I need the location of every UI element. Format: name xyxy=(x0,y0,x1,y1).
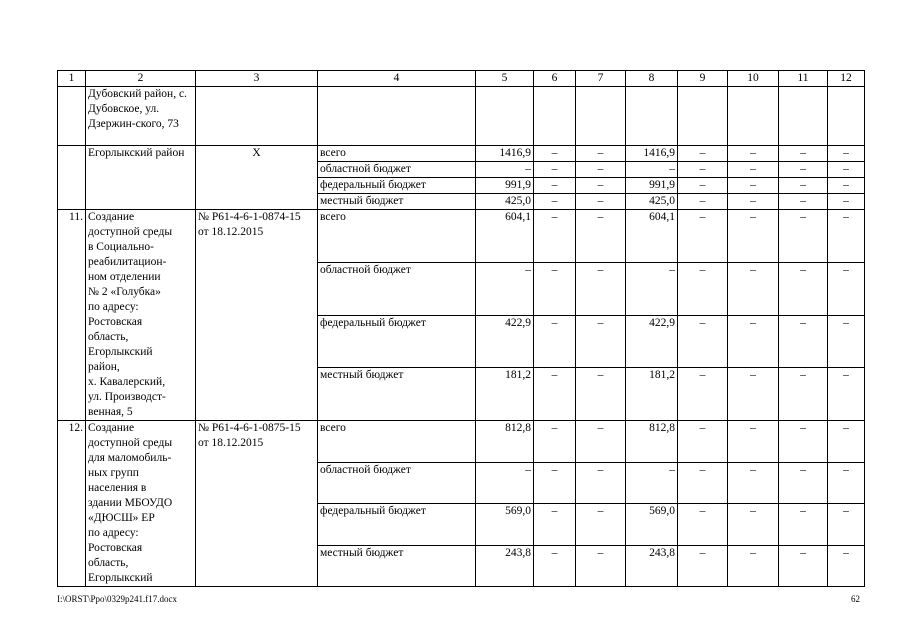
funding-source-cell: областной бюджет xyxy=(318,162,476,178)
value-cell: 812,8 xyxy=(476,421,534,463)
value-cell: – xyxy=(678,146,728,162)
value-cell: – xyxy=(678,162,728,178)
value-cell: – xyxy=(626,462,678,504)
value-cell: 991,9 xyxy=(476,178,534,194)
document-cell xyxy=(196,210,318,421)
value-cell: – xyxy=(828,210,865,263)
header-cell: 4 xyxy=(318,71,476,87)
funding-source-cell: федеральный бюджет xyxy=(318,315,476,368)
value-cell: – xyxy=(779,462,828,504)
value-cell: – xyxy=(678,421,728,463)
value-cell: 181,2 xyxy=(626,368,678,421)
object-name-line: реабилитацион- xyxy=(88,256,167,268)
object-name-cell: Егорлыкский район xyxy=(86,146,196,210)
document-line: от 18.12.2015 xyxy=(198,437,264,449)
value-cell: – xyxy=(728,462,779,504)
header-cell: 1 xyxy=(58,71,86,87)
header-cell: 6 xyxy=(534,71,576,87)
value-cell: 425,0 xyxy=(626,194,678,210)
value-cell: – xyxy=(626,262,678,315)
value-cell: – xyxy=(828,262,865,315)
object-name-line: № 2 «Голубка» xyxy=(88,286,161,298)
object-name-line: Создание xyxy=(88,422,135,434)
value-cell: – xyxy=(476,162,534,178)
object-name-cell xyxy=(86,421,196,587)
document-line: № Р61-4-6-1-0875-15 xyxy=(198,422,301,434)
value-cell: 425,0 xyxy=(476,194,534,210)
value-cell: – xyxy=(728,178,779,194)
continuation-row xyxy=(58,87,865,146)
value-cell: – xyxy=(779,146,828,162)
header-cell: 7 xyxy=(576,71,626,87)
object-name-line: «ДЮСШ» ЕР xyxy=(88,512,155,524)
value-cell: – xyxy=(779,210,828,263)
value-cell: – xyxy=(534,315,576,368)
object-name-cell xyxy=(86,210,196,421)
header-cell: 5 xyxy=(476,71,534,87)
value-cell: – xyxy=(576,146,626,162)
value-cell: – xyxy=(576,462,626,504)
value-cell: – xyxy=(576,368,626,421)
value-cell: – xyxy=(576,194,626,210)
value-cell: – xyxy=(576,262,626,315)
funding-source-cell: местный бюджет xyxy=(318,368,476,421)
value-cell: – xyxy=(728,146,779,162)
funding-source-cell: всего xyxy=(318,210,476,263)
value-cell: – xyxy=(678,545,728,587)
value-cell: – xyxy=(828,421,865,463)
value-cell: – xyxy=(828,545,865,587)
value-cell: 604,1 xyxy=(476,210,534,263)
value-cell: – xyxy=(576,545,626,587)
value-cell: – xyxy=(576,421,626,463)
value-cell: – xyxy=(779,194,828,210)
value-cell: – xyxy=(828,315,865,368)
value-cell: – xyxy=(828,146,865,162)
object-name-line: район, xyxy=(88,361,120,373)
value-cell: 1416,9 xyxy=(626,146,678,162)
value-cell: – xyxy=(779,162,828,178)
value-cell: – xyxy=(728,315,779,368)
value-cell: – xyxy=(476,462,534,504)
value-cell: – xyxy=(779,178,828,194)
value-cell: – xyxy=(678,462,728,504)
object-name-line: населения в xyxy=(88,482,147,494)
value-cell: – xyxy=(779,262,828,315)
table-row xyxy=(58,421,865,463)
header-row xyxy=(58,71,865,87)
funding-source-cell: местный бюджет xyxy=(318,545,476,587)
empty-cell xyxy=(626,87,678,146)
header-cell: 10 xyxy=(728,71,779,87)
value-cell: – xyxy=(534,210,576,263)
value-cell: 243,8 xyxy=(476,545,534,587)
object-name-line: здании МБОУДО xyxy=(88,497,173,509)
value-cell: – xyxy=(828,194,865,210)
value-cell: 422,9 xyxy=(626,315,678,368)
object-name-line: Ростовская xyxy=(88,542,143,554)
value-cell: – xyxy=(828,504,865,546)
object-name-line: Егорлыкский xyxy=(88,346,153,358)
value-cell: – xyxy=(779,504,828,546)
value-cell: – xyxy=(779,421,828,463)
object-name-line: доступной среды xyxy=(88,226,173,238)
value-cell: 422,9 xyxy=(476,315,534,368)
value-cell: – xyxy=(678,194,728,210)
table-row xyxy=(58,146,865,162)
value-cell: 181,2 xyxy=(476,368,534,421)
value-cell: – xyxy=(779,315,828,368)
document-cell xyxy=(196,421,318,587)
object-name-line: Егорлыкский xyxy=(88,572,153,584)
object-name-line: доступной среды xyxy=(88,437,173,449)
empty-cell xyxy=(728,87,779,146)
value-cell: 812,8 xyxy=(626,421,678,463)
value-cell: – xyxy=(534,421,576,463)
row-number-cell xyxy=(58,146,86,210)
header-cell: 8 xyxy=(626,71,678,87)
value-cell: – xyxy=(576,178,626,194)
header-cell: 12 xyxy=(828,71,865,87)
value-cell: – xyxy=(779,545,828,587)
value-cell: – xyxy=(576,162,626,178)
value-cell: – xyxy=(828,368,865,421)
object-name-line: ном отделении xyxy=(88,271,161,283)
row-number-cell: 12. xyxy=(58,421,86,587)
value-cell: – xyxy=(626,162,678,178)
value-cell: – xyxy=(779,368,828,421)
object-name-line: ул. Производст- xyxy=(88,391,166,403)
value-cell: – xyxy=(728,162,779,178)
value-cell: – xyxy=(728,421,779,463)
value-cell: – xyxy=(576,315,626,368)
value-cell: – xyxy=(828,462,865,504)
budget-table xyxy=(57,70,865,587)
header-cell: 2 xyxy=(86,71,196,87)
document-line: от 18.12.2015 xyxy=(198,226,264,238)
value-cell: – xyxy=(728,210,779,263)
header-cell: 9 xyxy=(678,71,728,87)
footer-file-path: I:\ORST\Ppo\0329p241.f17.docx xyxy=(57,594,178,604)
object-name-line: ных групп xyxy=(88,467,139,479)
empty-cell xyxy=(196,87,318,146)
funding-source-cell: областной бюджет xyxy=(318,462,476,504)
value-cell: 569,0 xyxy=(626,504,678,546)
value-cell: – xyxy=(728,194,779,210)
value-cell: – xyxy=(534,178,576,194)
object-name-line: Создание xyxy=(88,211,135,223)
object-name-line: для маломобиль- xyxy=(88,452,172,464)
header-cell: 11 xyxy=(779,71,828,87)
row-number-cell: 11. xyxy=(58,210,86,421)
funding-source-cell: всего xyxy=(318,146,476,162)
value-cell: – xyxy=(678,262,728,315)
value-cell: – xyxy=(534,462,576,504)
value-cell: – xyxy=(534,504,576,546)
value-cell: – xyxy=(678,315,728,368)
object-name-line: х. Кавалерский, xyxy=(88,376,166,388)
value-cell: – xyxy=(728,368,779,421)
value-cell: – xyxy=(534,545,576,587)
empty-cell xyxy=(576,87,626,146)
value-cell: – xyxy=(728,545,779,587)
empty-cell xyxy=(678,87,728,146)
funding-source-cell: всего xyxy=(318,421,476,463)
value-cell: – xyxy=(534,368,576,421)
object-name-line: по адресу: xyxy=(88,301,139,313)
value-cell: – xyxy=(534,146,576,162)
value-cell: – xyxy=(576,504,626,546)
value-cell: – xyxy=(678,178,728,194)
funding-source-cell: федеральный бюджет xyxy=(318,178,476,194)
value-cell: – xyxy=(576,210,626,263)
value-cell: 243,8 xyxy=(626,545,678,587)
value-cell: – xyxy=(828,178,865,194)
value-cell: – xyxy=(476,262,534,315)
value-cell: 604,1 xyxy=(626,210,678,263)
empty-cell xyxy=(476,87,534,146)
value-cell: – xyxy=(678,210,728,263)
empty-cell xyxy=(828,87,865,146)
document-line: № Р61-4-6-1-0874-15 xyxy=(198,211,301,223)
object-name-line: по адресу: xyxy=(88,527,139,539)
value-cell: – xyxy=(534,262,576,315)
value-cell: – xyxy=(534,194,576,210)
empty-cell xyxy=(534,87,576,146)
object-name-line: Ростовская xyxy=(88,316,143,328)
funding-source-cell: федеральный бюджет xyxy=(318,504,476,546)
header-cell: 3 xyxy=(196,71,318,87)
empty-cell xyxy=(779,87,828,146)
object-name-line: в Социально- xyxy=(88,241,154,253)
value-cell: 991,9 xyxy=(626,178,678,194)
value-cell: 569,0 xyxy=(476,504,534,546)
object-name-line: область, xyxy=(88,557,129,569)
object-name-line: область, xyxy=(88,331,129,343)
object-name-cell: Дубовский район, с. Дубовское, ул. Дзержин-ского, 73 xyxy=(86,87,196,146)
table-row xyxy=(58,210,865,263)
value-cell: – xyxy=(678,368,728,421)
value-cell: – xyxy=(534,162,576,178)
funding-source-cell: областной бюджет xyxy=(318,262,476,315)
value-cell: – xyxy=(728,262,779,315)
row-number-cell xyxy=(58,87,86,146)
funding-source-cell: местный бюджет xyxy=(318,194,476,210)
footer-page-number: 62 xyxy=(851,594,860,604)
value-cell: 1416,9 xyxy=(476,146,534,162)
object-name-line: венная, 5 xyxy=(88,406,133,418)
value-cell: – xyxy=(728,504,779,546)
empty-cell xyxy=(318,87,476,146)
value-cell: – xyxy=(678,504,728,546)
document-cell: Х xyxy=(196,146,318,210)
value-cell: – xyxy=(828,162,865,178)
